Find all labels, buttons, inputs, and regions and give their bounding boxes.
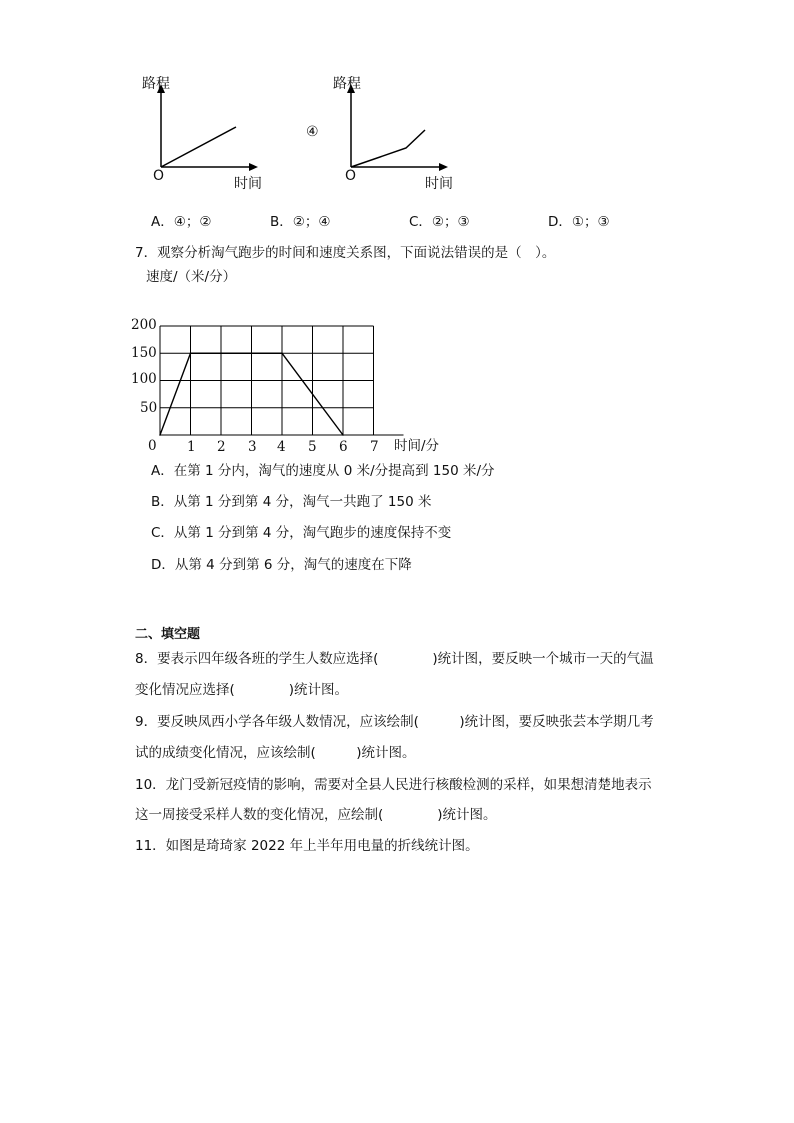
x-tick-4: 4 <box>277 439 286 455</box>
q7-option-c[interactable]: C．从第 1 分到第 4 分，淘气跑步的速度保持不变 <box>151 525 452 541</box>
section-title: 二、填空题 <box>135 627 201 642</box>
q7-option-d[interactable]: D．从第 4 分到第 6 分，淘气的速度在下降 <box>151 557 412 573</box>
q6-option-a[interactable]: A．④；② <box>151 214 212 230</box>
q7-question-stem: 7．观察分析淘气跑步的时间和速度关系图，下面说法错误的是（ ）。 <box>135 245 556 261</box>
q10-line-1: 10．龙门受新冠疫情的影响，需要对全县人民进行核酸检测的采样，如果想清楚地表示 <box>135 777 652 793</box>
right-graph-origin: O <box>345 168 357 184</box>
q10-line-2: 这一周接受采样人数的变化情况，应绘制( )统计图。 <box>135 807 497 823</box>
y-tick-50: 50 <box>140 400 158 416</box>
q6-option-c[interactable]: C．②；③ <box>409 214 470 230</box>
data-point <box>190 352 192 354</box>
y-tick-100: 100 <box>131 371 157 387</box>
left-graph-x-label: 时间 <box>234 176 262 192</box>
x-tick-2: 2 <box>217 439 226 455</box>
y-tick-150: 150 <box>131 345 157 361</box>
q8-line-1: 8．要表示四年级各班的学生人数应选择( )统计图，要反映一个城市一天的气温 <box>135 651 654 667</box>
right-graph-x-label: 时间 <box>425 176 453 192</box>
q9-line-2: 试的成绩变化情况，应该绘制( )统计图。 <box>135 745 416 761</box>
x-tick-6: 6 <box>339 439 348 455</box>
q9-line-1: 9．要反映凤西小学各年级人数情况，应该绘制( )统计图，要反映张芸本学期几考 <box>135 714 654 730</box>
right-graph-y-label: 路程 <box>333 76 361 92</box>
x-tick-5: 5 <box>308 439 317 455</box>
q6-option-b[interactable]: B．②；④ <box>270 214 331 230</box>
q6-option-d[interactable]: D．①；③ <box>548 214 610 230</box>
x-tick-1: 1 <box>187 439 196 455</box>
q11-stem: 11．如图是琦琦家 2022 年上半年用电量的折线统计图。 <box>135 838 479 854</box>
data-point <box>281 352 283 354</box>
q7-chart-y-label: 速度/（米/分） <box>146 269 237 285</box>
q8-line-2: 变化情况应选择( )统计图。 <box>135 682 349 698</box>
speed-time-chart <box>0 0 794 470</box>
data-point <box>342 434 344 436</box>
x-tick-3: 3 <box>248 439 257 455</box>
left-graph-y-label: 路程 <box>142 76 170 92</box>
option-marker-4: ④ <box>306 124 319 140</box>
x-tick-7: 7 <box>370 439 379 455</box>
q7-option-a[interactable]: A．在第 1 分内，淘气的速度从 0 米/分提高到 150 米/分 <box>151 463 495 479</box>
y-tick-200: 200 <box>131 317 157 333</box>
q7-chart-x-label: 时间/分 <box>394 438 440 454</box>
data-point <box>159 434 161 436</box>
origin-label: 0 <box>148 438 157 454</box>
q7-option-b[interactable]: B．从第 1 分到第 4 分，淘气一共跑了 150 米 <box>151 494 432 510</box>
left-graph-origin: O <box>153 168 165 184</box>
